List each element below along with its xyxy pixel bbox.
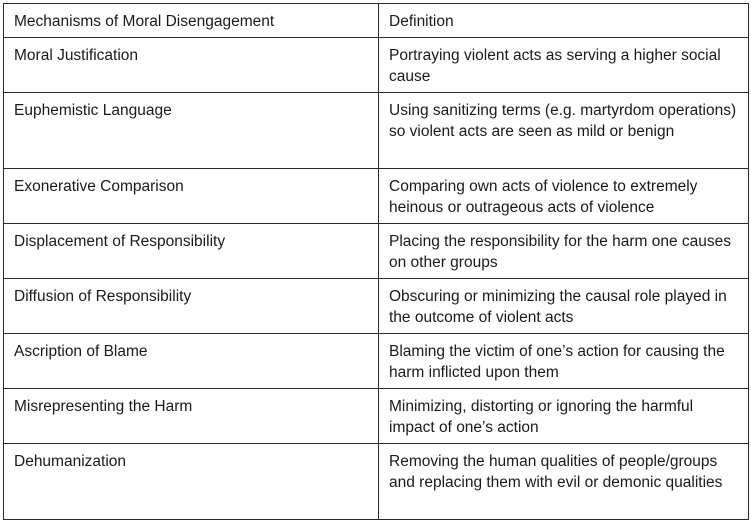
- table-row: [4, 389, 749, 444]
- table-header-row: [4, 4, 749, 38]
- moral-disengagement-table: [3, 3, 749, 520]
- definition-cell: Removing the human qualities of people/groups and replacing them with evil or demonic qualities: [379, 444, 749, 520]
- table-row: [4, 93, 749, 169]
- mechanism-cell: Misrepresenting the Harm: [4, 389, 379, 444]
- column-header-mechanism: Mechanisms of Moral Disengagement: [4, 4, 379, 38]
- column-header-definition: Definition: [379, 4, 749, 38]
- definition-cell: Blaming the victim of one’s action for causing the harm inflicted upon them: [379, 334, 749, 389]
- mechanism-cell: Euphemistic Language: [4, 93, 379, 169]
- definition-cell: Portraying violent acts as serving a higher social cause: [379, 38, 749, 93]
- definition-cell: Using sanitizing terms (e.g. martyrdom operations) so violent acts are seen as mild or benign: [379, 93, 749, 169]
- table-row: [4, 169, 749, 224]
- mechanism-cell: Displacement of Responsibility: [4, 224, 379, 279]
- mechanism-cell: Diffusion of Responsibility: [4, 279, 379, 334]
- definition-cell: Minimizing, distorting or ignoring the harmful impact of one’s action: [379, 389, 749, 444]
- mechanism-cell: Moral Justification: [4, 38, 379, 93]
- table-row: [4, 334, 749, 389]
- table-row: [4, 279, 749, 334]
- mechanism-cell: Dehumanization: [4, 444, 379, 520]
- definition-cell: Comparing own acts of violence to extremely heinous or outrageous acts of violence: [379, 169, 749, 224]
- table-row: [4, 224, 749, 279]
- table-row: [4, 38, 749, 93]
- mechanism-cell: Ascription of Blame: [4, 334, 379, 389]
- definition-cell: Placing the responsibility for the harm one causes on other groups: [379, 224, 749, 279]
- definition-cell: Obscuring or minimizing the causal role played in the outcome of violent acts: [379, 279, 749, 334]
- moral-disengagement-table-container: [3, 3, 748, 520]
- mechanism-cell: Exonerative Comparison: [4, 169, 379, 224]
- table-row: [4, 444, 749, 520]
